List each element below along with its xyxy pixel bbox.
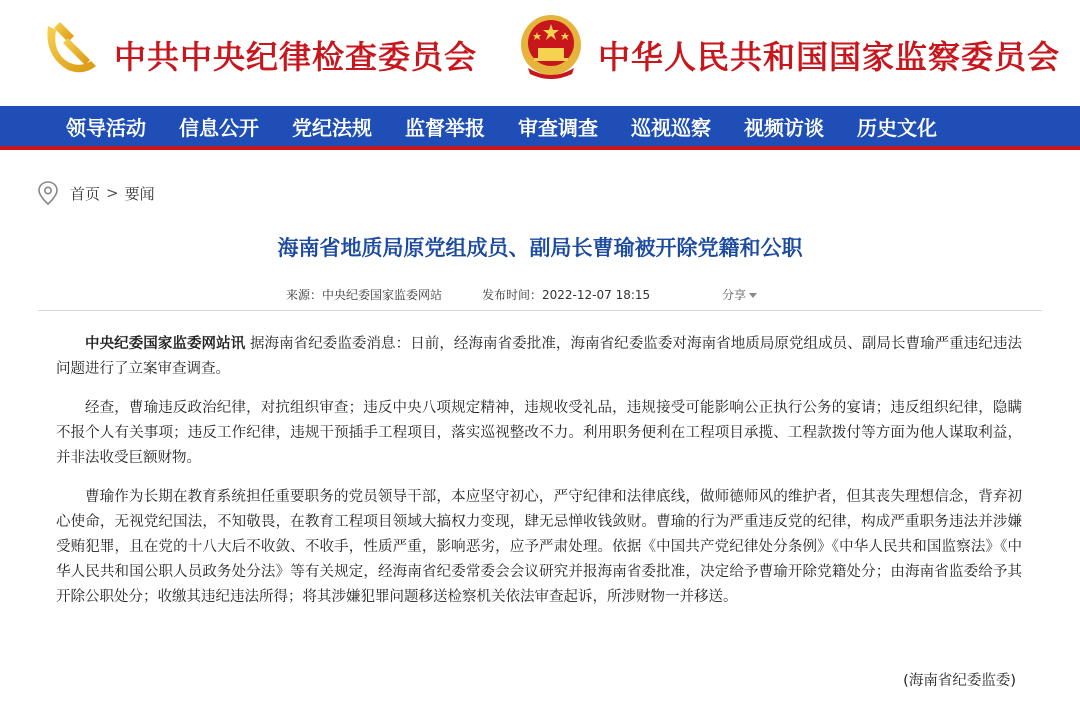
nav-item-history[interactable]: 历史文化	[857, 115, 937, 140]
national-emblem-icon[interactable]	[518, 12, 584, 82]
breadcrumb-home[interactable]: 首页	[70, 184, 101, 203]
site-header	[0, 0, 1080, 106]
lead-source-strong: 中央纪委国家监委网站讯	[85, 336, 246, 352]
breadcrumb	[36, 180, 155, 206]
article-title: 海南省地质局原党组成员、副局长曹瑜被开除党籍和公职	[277, 236, 803, 260]
nav-item-video[interactable]: 视频访谈	[744, 115, 824, 140]
location-pin-icon	[36, 180, 60, 206]
article-paragraph-3: 曹瑜作为长期在教育系统担任重要职务的党员领导干部，本应坚守初心，严守纪律和法律底线，做师德师风的维护者，但其丧失理想信念，背弃初心使命，无视党纪国法，不知敬畏，在教育工程项目领域大搞权力变现，肆无忌惮收钱敛财。曹瑜的行为严重违反党的纪律，构成严重职务违法并涉嫌受贿犯罪，且在党的十八大后不收敛、不收手，性质严重，影响恶劣，应予严肃处理。依据《中国共产党纪律处分条例》《中华人民共和国监察法》《中华人民共和国公职人员政务处分法》等有关规定，经海南省纪委常委会会议研究并报海南省委批准，决定给予曹瑜开除党籍处分；由海南省监委给予其开除公职处分；收缴其违纪违法所得；将其涉嫌犯罪问题移送检察机关依法审查起诉，所涉财物一并移送。	[56, 489, 1022, 605]
nav-item-investigation[interactable]: 审查调查	[518, 115, 598, 140]
hammer-sickle-icon[interactable]	[38, 16, 100, 78]
meta-divider	[38, 310, 1042, 311]
article-paragraph-2: 经查，曹瑜违反政治纪律，对抗组织审查；违反中央八项规定精神，违规收受礼品，违规接受可能影响公正执行公务的宴请；违反组织纪律，隐瞒不报个人有关事项；违反工作纪律，违规干预插手工程项目，落实巡视整改不力。利用职务便利在工程项目承揽、工程款拨付等方面为他人谋取利益，并非法收受巨额财物。	[56, 400, 1022, 466]
nav-item-leadership[interactable]: 领导活动	[66, 115, 146, 140]
lead-text: 据海南省纪委监委消息：日前，经海南省委批准，海南省纪委监委对海南省地质局原党组成员、副局长曹瑜严重违纪违法问题进行了立案审查调查。	[56, 336, 1023, 377]
main-nav	[0, 106, 1080, 146]
source-value: 中央纪委国家监委网站	[322, 288, 443, 302]
org-name-right: 中华人民共和国国家监察委员会	[598, 38, 1061, 76]
article-source	[286, 286, 442, 303]
nav-item-info[interactable]: 信息公开	[179, 115, 259, 140]
nav-divider-red	[0, 146, 1080, 150]
nav-item-inspection[interactable]: 巡视巡察	[631, 115, 711, 140]
chevron-down-icon	[749, 293, 757, 298]
article-body	[56, 332, 1022, 624]
nav-item-regulations[interactable]: 党纪法规	[292, 115, 372, 140]
breadcrumb-current[interactable]: 要闻	[124, 184, 155, 203]
article-time	[482, 286, 650, 303]
article-paragraph-1	[56, 332, 1022, 382]
share-button[interactable]	[722, 286, 757, 303]
source-label: 来源：	[286, 288, 323, 302]
org-name-left: 中共中央纪律检查委员会	[114, 38, 478, 76]
nav-item-report[interactable]: 监督举报	[405, 115, 485, 140]
breadcrumb-separator: >	[106, 184, 119, 202]
article-signoff: (海南省纪委监委)	[903, 673, 1016, 689]
share-label: 分享	[722, 288, 747, 302]
time-label: 发布时间：	[482, 288, 543, 302]
time-value: 2022-12-07 18:15	[542, 288, 651, 302]
